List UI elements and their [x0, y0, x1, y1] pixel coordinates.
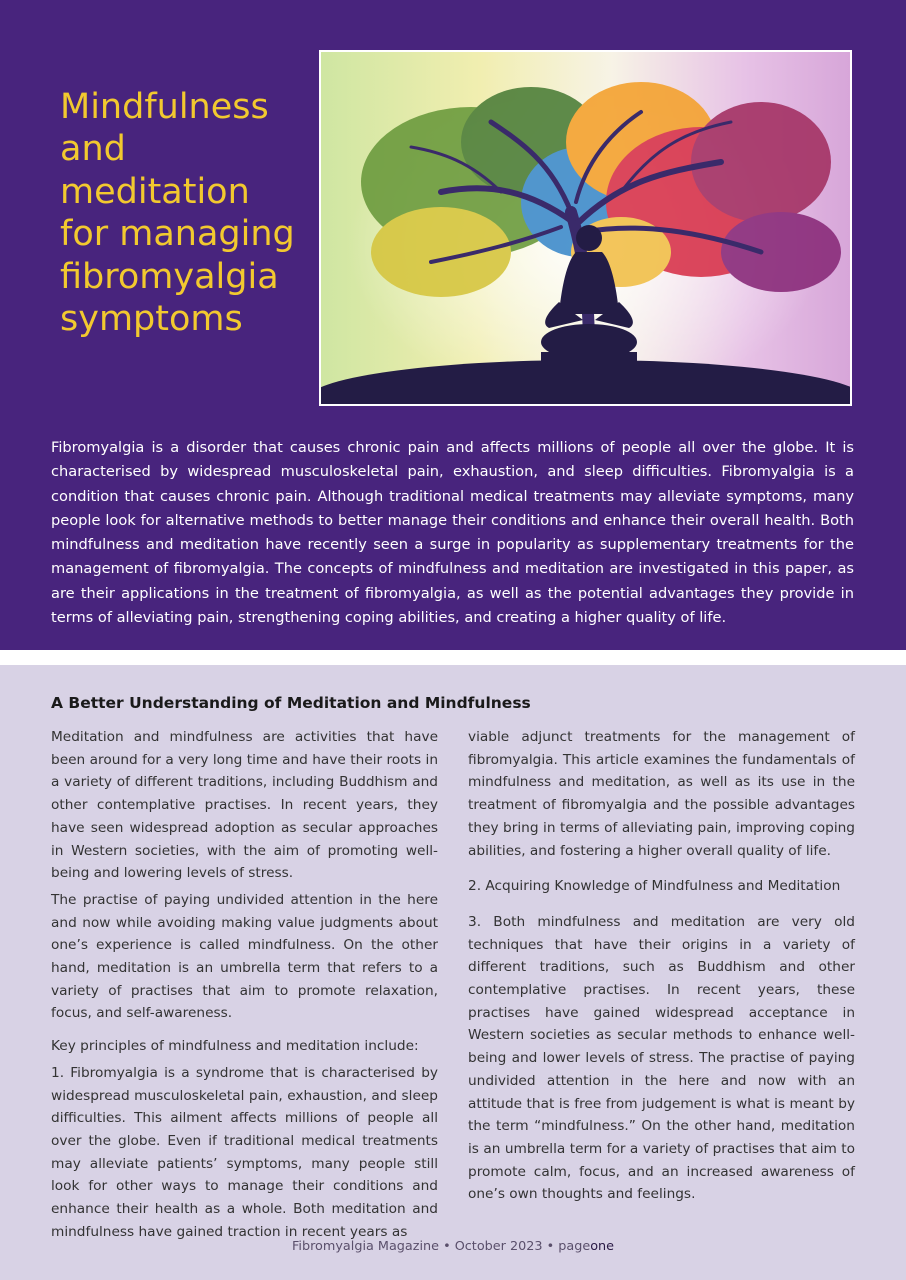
left-paragraph-1: Meditation and mindfulness are activities that have been around for a very long time and have their roots in a variety of different traditions, including Buddhism and other contemplative practises. In recent years, they have seen widespread adoption as secular approaches in Western societies, with the aim of promoting well-being and lowering levels of stress.: [51, 729, 438, 882]
page-footer: [0, 1239, 906, 1254]
left-column: [51, 726, 438, 1243]
footer-page-accent: one: [590, 1239, 615, 1254]
right-column: [468, 726, 855, 1206]
article-title: Mindfulness and meditation for managing fibromyalgia symptoms: [60, 87, 295, 340]
meditation-tree-illustration: [319, 50, 852, 406]
left-paragraph-3: Key principles of mindfulness and meditation include:: [51, 1038, 419, 1055]
left-paragraph-2: The practise of paying undivided attention in the here and now while avoiding making value judgments about one’s experience is called mindfulness. On the other hand, meditation is an umbrella term that refers to a variety of practises that aim to promote relaxation, focus, and self-awareness.: [51, 891, 438, 1022]
footer-text: Fibromyalgia Magazine • October 2023 • page: [291, 1239, 591, 1254]
section-heading: A Better Understanding of Meditation and Mindfulness: [51, 694, 531, 712]
right-paragraph-1: viable adjunct treatments for the management of fibromyalgia. This article examines the fundamentals of mindfulness and meditation, as well as its use in the treatment of fibromyalgia and the possible advantages they bring in terms of alleviating pain, improving coping abilities, and fostering a higher overall quality of life.: [468, 729, 855, 859]
intro-paragraph: Fibromyalgia is a disorder that causes chronic pain and affects millions of people all over the globe. It is characterised by widespread musculoskeletal pain, exhaustion, and sleep difficulties. Fibromyalgia is a condition that causes chronic pain. Although traditional medical treatments may alleviate symptoms, many people look for alternative methods to better manage their conditions and enhance their overall health. Both mindfulness and meditation have recently seen a surge in popularity as supplementary treatments for the management of fibromyalgia. The concepts of mindfulness and meditation are investigated in this paper, as are their applications in the treatment of fibromyalgia, as well as the potential advantages they provide in terms of alleviating pain, strengthening coping abilities, and creating a higher quality of life.: [51, 439, 854, 627]
right-paragraph-3: 3. Both mindfulness and meditation are very old techniques that have their origins in a variety of different traditions, such as Buddhism and other contemplative practises. In recent years, these practises have gained widespread acceptance in Western societies as secular methods to enhance well-being and lower levels of stress. The practise of paying undivided attention in the here and now with an attitude that is free from judgement is what is meant by the term “mindfulness.” On the other hand, meditation is an umbrella term for a variety of practises that aim to promote calm, focus, and an increased awareness of one’s own thoughts and feelings.: [468, 913, 855, 1203]
left-paragraph-4: 1. Fibromyalgia is a syndrome that is characterised by widespread musculoskeletal pain, exhaustion, and sleep difficulties. This ailment affects millions of people all over the globe. Even if traditional medical treatments may alleviate patients’ symptoms, many people still look for other ways to manage their conditions and enhance their health as a whole. Both meditation and mindfulness have gained traction in recent years as: [51, 1064, 438, 1240]
right-paragraph-2: 2. Acquiring Knowledge of Mindfulness and Meditation: [468, 878, 841, 895]
